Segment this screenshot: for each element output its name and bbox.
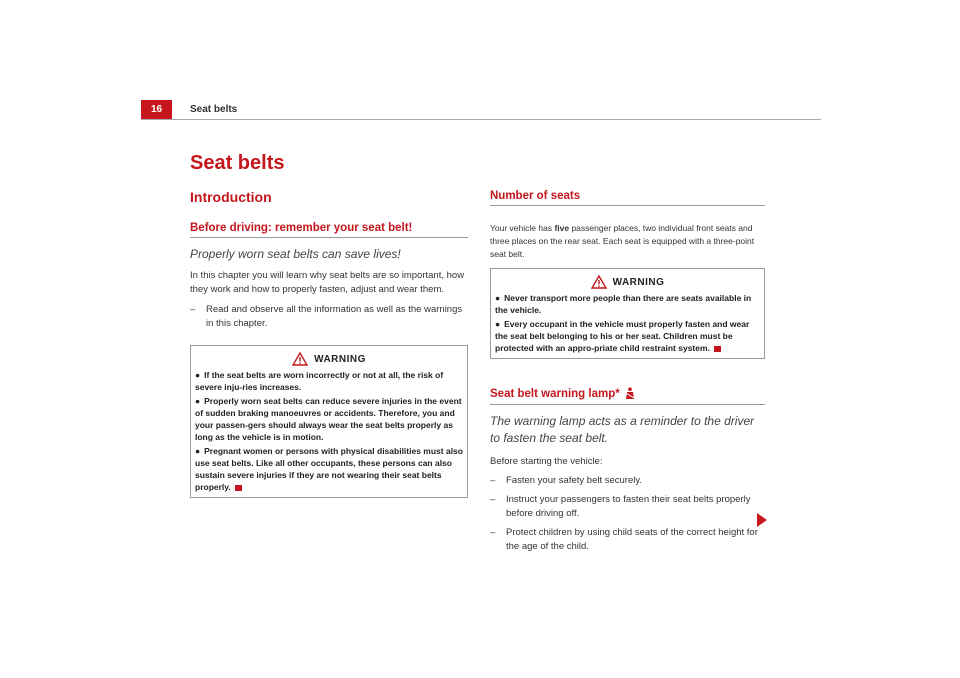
lead-text: The warning lamp acts as a reminder to the driver to fasten the seat belt. bbox=[490, 414, 755, 445]
warning-item: ● If the seat belts are worn incorrectly or not at all, the risk of severe inju-ries increases. bbox=[195, 370, 444, 392]
instruction-step: – Fasten your safety belt securely. bbox=[490, 475, 643, 486]
intro-paragraph: In this chapter you will learn why seat belts are so important, how they work and how to properly fasten, adjust and wear them. bbox=[190, 270, 465, 295]
right-column bbox=[490, 190, 765, 554]
warning-box bbox=[490, 268, 765, 359]
warning-item: ● Properly worn seat belts can reduce severe injuries in the event of sudden braking manoeuvres or accidents. Therefore, you and your passen-gers should always wear the seat belts properly as long as the vehicle is in motion. bbox=[195, 396, 462, 442]
instruction-step: – Protect children by using child seats of the correct height for the age of the child. bbox=[490, 527, 758, 552]
instruction-step: – Read and observe all the information as well as the warnings in this chapter. bbox=[190, 304, 463, 329]
page-title: Seat belts bbox=[190, 152, 285, 174]
section-subtitle: Introduction bbox=[190, 189, 272, 205]
running-title: Seat belts bbox=[190, 104, 238, 115]
warning-item: ● Pregnant women or persons with physical disabilities must also use seat belts. Like all other occupants, these persons can also sustain severe injuries if they are not wearing their seat belts properly. bbox=[195, 446, 463, 492]
warning-box bbox=[190, 345, 468, 498]
steps-intro: Before starting the vehicle: bbox=[490, 456, 603, 467]
seats-paragraph: Your vehicle has five passenger places, two individual front seats and three places on the rear seat. Each seat is equipped with a three-point seat belt. bbox=[490, 223, 755, 259]
page-number: 16 bbox=[150, 104, 163, 115]
warning-header bbox=[491, 269, 764, 289]
warning-label: WARNING bbox=[314, 353, 366, 365]
seat-belt-warning-icon bbox=[624, 387, 636, 401]
end-of-section-mark bbox=[714, 346, 721, 352]
warning-triangle-icon bbox=[591, 275, 607, 289]
left-column bbox=[190, 222, 468, 498]
section-heading-warning-lamp: Seat belt warning lamp* bbox=[490, 387, 765, 405]
warning-triangle-icon bbox=[292, 352, 308, 366]
warning-item: ● Every occupant in the vehicle must properly fasten and wear the seat belt belonging to his or her seat. Children must be protected with an appro-priate child restraint system. bbox=[495, 319, 750, 353]
warning-label: WARNING bbox=[612, 276, 665, 288]
lead-text: Properly worn seat belts can save lives! bbox=[190, 247, 401, 261]
header-rule bbox=[141, 119, 821, 120]
warning-item: ● Never transport more people than there are seats available in the vehicle. bbox=[495, 293, 752, 315]
next-page-arrow-icon[interactable] bbox=[757, 513, 767, 527]
end-of-section-mark bbox=[235, 485, 242, 491]
warning-header bbox=[191, 346, 467, 366]
section-heading-number-of-seats: Number of seats bbox=[490, 190, 765, 206]
instruction-step: – Instruct your passengers to fasten their seat belts properly before driving off. bbox=[490, 494, 751, 519]
section-heading-before-driving: Before driving: remember your seat belt! bbox=[190, 222, 468, 238]
